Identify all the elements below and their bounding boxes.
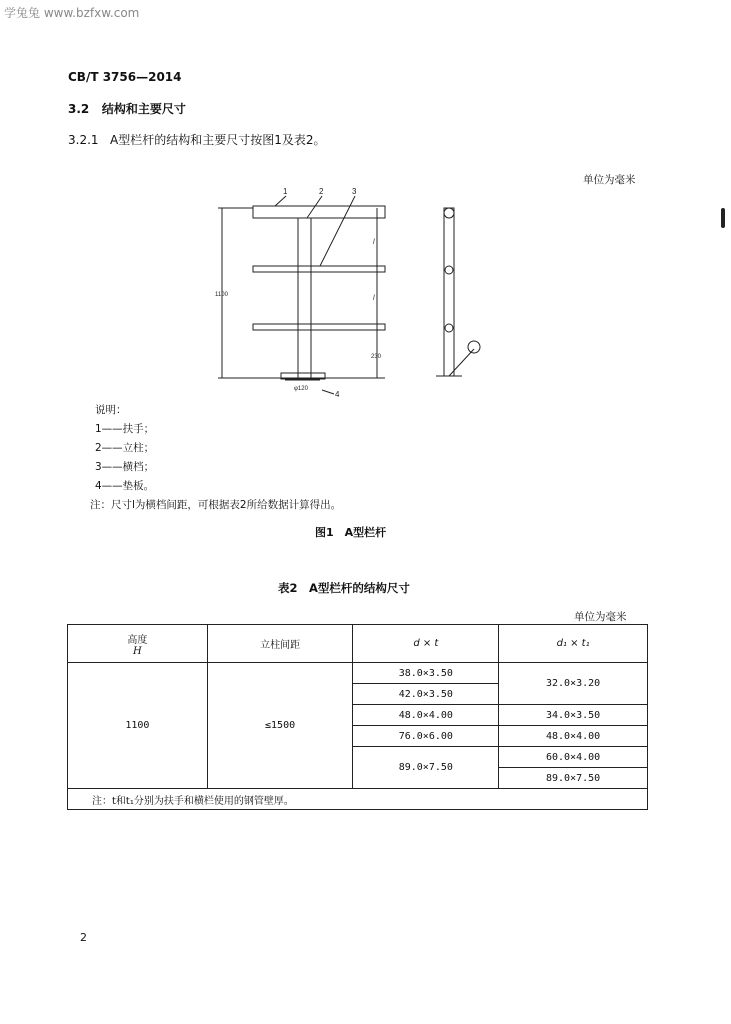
height-value: 1100 [68, 663, 208, 789]
side-brace-foot [468, 341, 480, 353]
d1xt1-value: 60.0×4.00 [499, 747, 648, 768]
callout-3: 3 [352, 187, 357, 196]
dim-l: l [373, 239, 375, 246]
legend-item: 3——横档； [95, 461, 155, 473]
handrail [253, 206, 385, 218]
rail [253, 324, 385, 330]
callout-2: 2 [319, 187, 324, 196]
standard-code: CB/T 3756—2014 [68, 70, 182, 84]
section-title: 结构和主要尺寸 [101, 102, 186, 116]
side-post [444, 208, 454, 376]
dxt-value: 42.0×3.50 [353, 684, 499, 705]
d1xt1-value: 89.0×7.50 [499, 768, 648, 789]
table-note-row [68, 789, 648, 810]
callout-leader-1 [275, 196, 286, 206]
header-d1xt1: d₁ × t₁ [499, 625, 648, 663]
dxt-value: 38.0×3.50 [353, 663, 499, 684]
table-caption: 表2 A型栏杆的结构尺寸 [278, 581, 410, 595]
side-brace [449, 349, 474, 376]
d1xt1-value: 34.0×3.50 [499, 705, 648, 726]
post [298, 218, 311, 378]
figure-unit: 单位为毫米 [583, 174, 636, 186]
page-number: 2 [80, 931, 87, 944]
spacing-value: ≤1500 [207, 663, 353, 789]
clause-number: 3.2.1 [68, 133, 99, 147]
clause-text: A型栏杆的结构和主要尺寸按图1及表2。 [110, 133, 326, 147]
legend-title: 说明： [95, 404, 127, 416]
side-view [436, 208, 480, 376]
front-view [218, 196, 385, 394]
dim-l: l [373, 295, 375, 302]
figure-caption: 图1 A型栏杆 [315, 526, 387, 539]
d1xt1-value: 32.0×3.20 [499, 663, 648, 705]
dim-bottom: 230 [371, 354, 382, 360]
dxt-value: 89.0×7.50 [353, 747, 499, 789]
table-unit: 单位为毫米 [574, 611, 627, 623]
callout-1: 1 [283, 187, 288, 196]
d1xt1-value: 48.0×4.00 [499, 726, 648, 747]
dim-pad: φ120 [294, 386, 308, 392]
dxt-value: 48.0×4.00 [353, 705, 499, 726]
dimension-table [67, 624, 648, 810]
side-rail-section [445, 266, 453, 274]
header-dxt: d × t [353, 625, 499, 663]
legend-item: 4——垫板。 [95, 480, 155, 492]
header-spacing: 立柱间距 [207, 625, 353, 663]
header-height-label: 高度 [127, 634, 148, 646]
callout-leader-2 [307, 196, 322, 218]
legend-item: 2——立柱； [95, 442, 155, 454]
legend-item: 1——扶手； [95, 423, 155, 435]
side-handrail-section [444, 208, 454, 218]
table-row [68, 663, 648, 684]
header-height-symbol: H [132, 645, 142, 657]
dxt-value: 76.0×6.00 [353, 726, 499, 747]
callout-4: 4 [335, 390, 340, 399]
table-header-row [68, 625, 648, 663]
callout-leader-4 [322, 390, 334, 394]
header-height [68, 625, 208, 663]
side-rail-section [445, 324, 453, 332]
table-note: 注：t和t₁分别为扶手和横栏使用的钢管壁厚。 [68, 789, 648, 810]
dim-height: 1100 [215, 292, 228, 298]
watermark: 学兔兔 www.bzfxw.com [4, 6, 140, 20]
figure-note: 注：尺寸l为横档间距，可根据表2所给数据计算得出。 [90, 499, 342, 511]
rail [253, 266, 385, 272]
section-number: 3.2 [68, 102, 90, 116]
scan-mark [721, 208, 725, 228]
